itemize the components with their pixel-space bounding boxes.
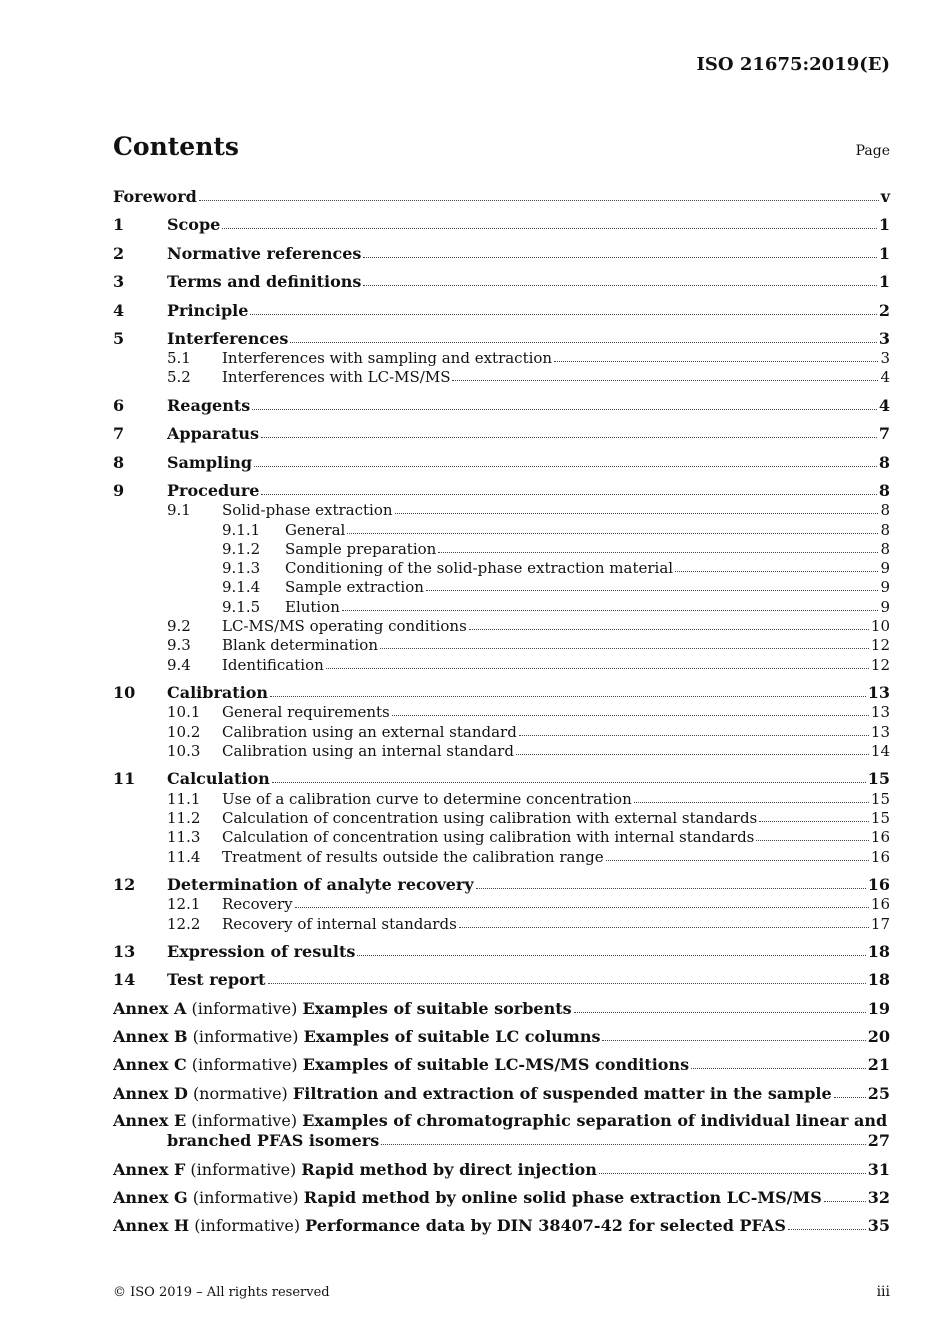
toc-entry-page: 1	[878, 272, 890, 291]
toc-entry-page: 27	[867, 1131, 890, 1150]
toc-entry-page: 13	[867, 683, 890, 702]
toc-entry-page: 8	[878, 481, 890, 500]
toc-entry-clause-9[interactable]	[113, 480, 890, 500]
dot-leader	[691, 1068, 866, 1069]
toc-entry-clause-10[interactable]	[113, 682, 890, 702]
annex-title: Examples of chromatographic separation of individual linear and	[302, 1111, 888, 1130]
toc-entry-page: 16	[870, 848, 890, 866]
toc-entry-title: Sampling	[167, 454, 253, 472]
toc-entry-page: 20	[867, 1027, 890, 1046]
dot-leader	[554, 361, 878, 362]
toc-entry-number: 9	[113, 481, 125, 500]
annex-type: (informative)	[192, 1189, 299, 1207]
dot-leader	[290, 342, 877, 343]
dot-leader	[268, 983, 866, 984]
toc-entry-title: Principle	[167, 302, 249, 320]
toc-entry-9-4[interactable]	[113, 654, 890, 674]
dot-leader	[357, 955, 865, 956]
page-column-label: Page	[855, 143, 890, 159]
dot-leader	[395, 513, 879, 514]
toc-entry-10-2[interactable]	[113, 721, 890, 741]
toc-entry-title: Interferences with LC-MS/MS	[222, 368, 451, 386]
toc-entry-clause-12[interactable]	[113, 874, 890, 894]
dot-leader	[250, 314, 876, 315]
toc-entry-number: 12	[113, 875, 136, 894]
toc-entry-page: 16	[867, 875, 890, 894]
toc-entry-number: 9.4	[167, 656, 191, 674]
toc-entry-page: 18	[867, 942, 890, 961]
page-title: Contents	[113, 132, 240, 161]
toc-entry-title: Calibration using an external standard	[222, 723, 517, 741]
dot-leader	[519, 735, 869, 736]
toc-entry-title: Use of a calibration curve to determine concentration	[222, 790, 632, 808]
dot-leader	[756, 840, 869, 841]
toc-entry-clause-8[interactable]	[113, 452, 890, 472]
dot-leader	[634, 802, 869, 803]
annex-title: Performance data by DIN 38407-42 for selected PFAS	[305, 1217, 786, 1235]
toc-entry-10-3[interactable]	[113, 740, 890, 760]
toc-entry-title: Blank determination	[222, 636, 378, 654]
footer-page-number: iii	[876, 1284, 890, 1300]
toc-entry-9-2[interactable]	[113, 615, 890, 635]
toc-entry-number: 9.1.5	[222, 598, 261, 616]
toc-entry-number: 10.1	[167, 703, 201, 721]
annex-label: Annex E	[113, 1111, 187, 1130]
dot-leader	[452, 380, 878, 381]
annex-type: (informative)	[191, 1111, 298, 1130]
dot-leader	[438, 552, 878, 553]
dot-leader	[824, 1201, 866, 1202]
toc-entry-clause-4[interactable]	[113, 300, 890, 320]
toc-entry-number: 10.3	[167, 742, 201, 760]
toc-entry-title: Interferences	[167, 330, 289, 348]
dot-leader	[272, 782, 866, 783]
toc-entry-page: 3	[880, 349, 890, 367]
toc-entry-number: 11.4	[167, 848, 201, 866]
toc-entry-number: 10.2	[167, 723, 201, 741]
toc-entry-number: 7	[113, 424, 125, 443]
dot-leader	[599, 1173, 866, 1174]
toc-entry-11-2[interactable]	[113, 807, 890, 827]
toc-entry-page: 14	[870, 742, 890, 760]
toc-entry-number: 11.1	[167, 790, 201, 808]
toc-entry-annex-a[interactable]	[113, 998, 890, 1018]
toc-entry-title: Calculation of concentration using calibration with external standards	[222, 809, 758, 827]
toc-entry-page: 1	[878, 215, 890, 234]
toc-entry-12-2[interactable]	[113, 913, 890, 933]
toc-entry-9-1[interactable]	[113, 499, 890, 519]
toc-entry-title: Apparatus	[167, 425, 259, 443]
toc-entry-9-3[interactable]	[113, 634, 890, 654]
toc-entry-clause-3[interactable]	[113, 271, 890, 291]
toc-entry-page: 8	[880, 501, 890, 519]
toc-entry-page: 31	[867, 1160, 890, 1179]
annex-label: Annex A	[113, 1000, 187, 1018]
annex-type: (informative)	[194, 1217, 301, 1235]
toc-entry-annex-e[interactable]	[113, 1130, 890, 1150]
toc-entry-page: 21	[867, 1055, 890, 1074]
toc-entry-9-1-1[interactable]	[113, 519, 890, 539]
dot-leader	[295, 907, 869, 908]
toc-entry-title: Conditioning of the solid-phase extraction material	[285, 559, 674, 577]
toc-entry-number: 11.2	[167, 809, 201, 827]
toc-entry-page: 2	[878, 301, 890, 320]
toc-entry-page: 12	[870, 636, 890, 654]
toc-entry-title: Interferences with sampling and extraction	[222, 349, 553, 367]
annex-type: (normative)	[192, 1085, 288, 1103]
toc-entry-clause-13[interactable]	[113, 941, 890, 961]
annex-title: Rapid method by direct injection	[301, 1161, 597, 1179]
dot-leader	[426, 590, 879, 591]
toc-entry-title: Test report	[167, 971, 266, 989]
toc-entry-number: 11	[113, 769, 136, 788]
dot-leader	[476, 888, 866, 889]
toc-entry-9-1-4[interactable]	[113, 576, 890, 596]
dot-leader	[347, 533, 878, 534]
toc-entry-12-1[interactable]	[113, 893, 890, 913]
document-id: ISO 21675:2019(E)	[696, 54, 890, 75]
toc-entry-11-4[interactable]	[113, 846, 890, 866]
dot-leader	[199, 200, 879, 201]
dot-leader	[222, 228, 877, 229]
toc-entry-page: 15	[867, 769, 890, 788]
annex-type: (informative)	[191, 1000, 298, 1018]
annex-label: Annex F	[113, 1161, 186, 1179]
toc-entry-title: Calculation	[167, 770, 270, 788]
toc-entry-title: Calibration	[167, 684, 269, 702]
toc-entry-number: 12.2	[167, 915, 201, 933]
toc-entry-title: Terms and definitions	[167, 273, 362, 291]
dot-leader	[381, 1144, 866, 1145]
toc-entry-5-2[interactable]	[113, 366, 890, 386]
toc-entry-number: 8	[113, 453, 125, 472]
annex-type: (informative)	[191, 1056, 298, 1074]
dot-leader	[326, 668, 869, 669]
dot-leader	[788, 1229, 866, 1230]
toc-entry-title: Scope	[167, 216, 221, 234]
dot-leader	[834, 1097, 866, 1098]
toc-entry-number: 5.2	[167, 368, 191, 386]
toc-entry-page: 17	[870, 915, 890, 933]
dot-leader	[261, 494, 876, 495]
dot-leader	[254, 466, 877, 467]
toc-entry-page: 12	[870, 656, 890, 674]
toc-entry-number: 5	[113, 329, 125, 348]
toc-entry-title: Identification	[222, 656, 324, 674]
toc-entry-page: 10	[870, 617, 890, 635]
toc-entry-clause-5[interactable]	[113, 328, 890, 348]
toc-entry-page: 18	[867, 970, 890, 989]
annex-title: Rapid method by online solid phase extraction LC-MS/MS	[303, 1189, 822, 1207]
toc-entry-number: 12.1	[167, 895, 201, 913]
toc-entry-number: 4	[113, 301, 125, 320]
toc-entry-page: 35	[867, 1216, 890, 1235]
dot-leader	[363, 285, 876, 286]
toc-entry-clause-1[interactable]	[113, 214, 890, 234]
dot-leader	[459, 927, 869, 928]
annex-label: Annex B	[113, 1028, 188, 1046]
toc-entry-page: 16	[870, 895, 890, 913]
annex-title: Examples of suitable LC-MS/MS conditions	[302, 1056, 690, 1074]
toc-entry-number: 9.1.2	[222, 540, 261, 558]
toc-entry-number: 3	[113, 272, 125, 291]
dot-leader	[270, 696, 866, 697]
toc-entry-page: 4	[880, 368, 890, 386]
dot-leader	[574, 1012, 866, 1013]
toc-entry-page: 4	[878, 396, 890, 415]
toc-entry-title: Calculation of concentration using calibration with internal standards	[222, 828, 755, 846]
toc-entry-page: 9	[880, 559, 890, 577]
toc-entry-number: 14	[113, 970, 136, 989]
annex-label: Annex C	[113, 1056, 187, 1074]
toc-entry-annex-b[interactable]	[113, 1026, 890, 1046]
toc-entry-number: 9.1.1	[222, 521, 261, 539]
toc-entry-title: Determination of analyte recovery	[167, 876, 474, 894]
annex-label: Annex D	[113, 1085, 188, 1103]
toc-entry-title: Recovery	[222, 895, 293, 913]
toc-entry-annex-e-line1[interactable]	[113, 1111, 887, 1131]
toc-entry-9-1-3[interactable]	[113, 557, 890, 577]
toc-entry-annex-f[interactable]	[113, 1159, 890, 1179]
toc-entry-page: 13	[870, 703, 890, 721]
toc-entry-title: Sample preparation	[285, 540, 437, 558]
toc-entry-page: 32	[867, 1188, 890, 1207]
toc-entry-clause-7[interactable]	[113, 423, 890, 443]
toc-entry-number: 13	[113, 942, 136, 961]
toc-entry-page: 3	[878, 329, 890, 348]
toc-entry-number: 10	[113, 683, 136, 702]
dot-leader	[606, 860, 869, 861]
toc-entry-number: 9.1.3	[222, 559, 261, 577]
toc-entry-page: 15	[870, 790, 890, 808]
dot-leader	[759, 821, 869, 822]
toc-entry-title: Solid-phase extraction	[222, 501, 393, 519]
toc-entry-number: 5.1	[167, 349, 191, 367]
toc-entry-clause-6[interactable]	[113, 395, 890, 415]
toc-entry-foreword[interactable]	[113, 186, 890, 206]
toc-entry-title: Reagents	[167, 397, 251, 415]
annex-type: (informative)	[190, 1161, 297, 1179]
dot-leader	[261, 437, 877, 438]
toc-entry-title: General requirements	[222, 703, 390, 721]
toc-entry-number: 9.2	[167, 617, 191, 635]
toc-entry-clause-11[interactable]	[113, 768, 890, 788]
toc-entry-annex-h[interactable]	[113, 1215, 890, 1235]
annex-type: (informative)	[192, 1028, 299, 1046]
toc-entry-9-1-5[interactable]	[113, 596, 890, 616]
toc-entry-title: Foreword	[113, 188, 197, 206]
toc-entry-10-1[interactable]	[113, 701, 890, 721]
toc-entry-clause-14[interactable]	[113, 969, 890, 989]
annex-label: Annex G	[113, 1189, 188, 1207]
toc-entry-number: 9.1.4	[222, 578, 261, 596]
annex-label: Annex H	[113, 1217, 190, 1235]
dot-leader	[392, 715, 869, 716]
dot-leader	[252, 409, 877, 410]
toc-entry-page: 13	[870, 723, 890, 741]
toc-entry-number: 11.3	[167, 828, 201, 846]
toc-entry-page: 8	[878, 453, 890, 472]
toc-entry-page: 16	[870, 828, 890, 846]
toc-entry-page: 19	[867, 999, 890, 1018]
annex-title: Filtration and extraction of suspended matter in the sample	[292, 1085, 832, 1103]
toc-entry-11-3[interactable]	[113, 826, 890, 846]
toc-entry-title: Elution	[285, 598, 340, 616]
toc-entry-page: 15	[870, 809, 890, 827]
dot-leader	[516, 754, 869, 755]
footer-copyright: © ISO 2019 – All rights reserved	[113, 1285, 330, 1300]
toc-entry-9-1-2[interactable]	[113, 538, 890, 558]
toc-entry-number: 6	[113, 396, 125, 415]
toc-entry-title: Expression of results	[167, 943, 356, 961]
toc-entry-11-1[interactable]	[113, 788, 890, 808]
toc-entry-number: 2	[113, 244, 125, 263]
toc-entry-page: 9	[880, 598, 890, 616]
toc-entry-title: Sample extraction	[285, 578, 424, 596]
toc-entry-annex-g[interactable]	[113, 1187, 890, 1207]
dot-leader	[342, 610, 879, 611]
toc-entry-page: 7	[878, 424, 890, 443]
annex-title-continuation: branched PFAS isomers	[167, 1132, 380, 1150]
toc-entry-page: 1	[878, 244, 890, 263]
toc-entry-title: LC-MS/MS operating conditions	[222, 617, 467, 635]
dot-leader	[675, 571, 878, 572]
toc-entry-title: Procedure	[167, 482, 260, 500]
toc-entry-page: 25	[867, 1084, 890, 1103]
toc-entry-5-1[interactable]	[113, 347, 890, 367]
dot-leader	[380, 648, 869, 649]
dot-leader	[469, 629, 869, 630]
dot-leader	[363, 257, 876, 258]
toc-entry-page: v	[880, 187, 890, 206]
annex-title: Examples of suitable sorbents	[302, 1000, 572, 1018]
toc-entry-number: 1	[113, 215, 125, 234]
toc-entry-title: General	[285, 521, 346, 539]
toc-entry-title: Calibration using an internal standard	[222, 742, 514, 760]
toc-entry-title: Normative references	[167, 245, 362, 263]
annex-title: Examples of suitable LC columns	[303, 1028, 601, 1046]
toc-entry-page: 8	[880, 540, 890, 558]
toc-entry-title: Recovery of internal standards	[222, 915, 457, 933]
toc-entry-number: 9.3	[167, 636, 191, 654]
toc-entry-page: 8	[880, 521, 890, 539]
toc-entry-annex-c[interactable]	[113, 1054, 890, 1074]
toc-entry-page: 9	[880, 578, 890, 596]
toc-entry-clause-2[interactable]	[113, 243, 890, 263]
dot-leader	[602, 1040, 865, 1041]
toc-entry-number: 9.1	[167, 501, 191, 519]
toc-entry-annex-d[interactable]	[113, 1083, 890, 1103]
toc-entry-title: Treatment of results outside the calibration range	[222, 848, 604, 866]
